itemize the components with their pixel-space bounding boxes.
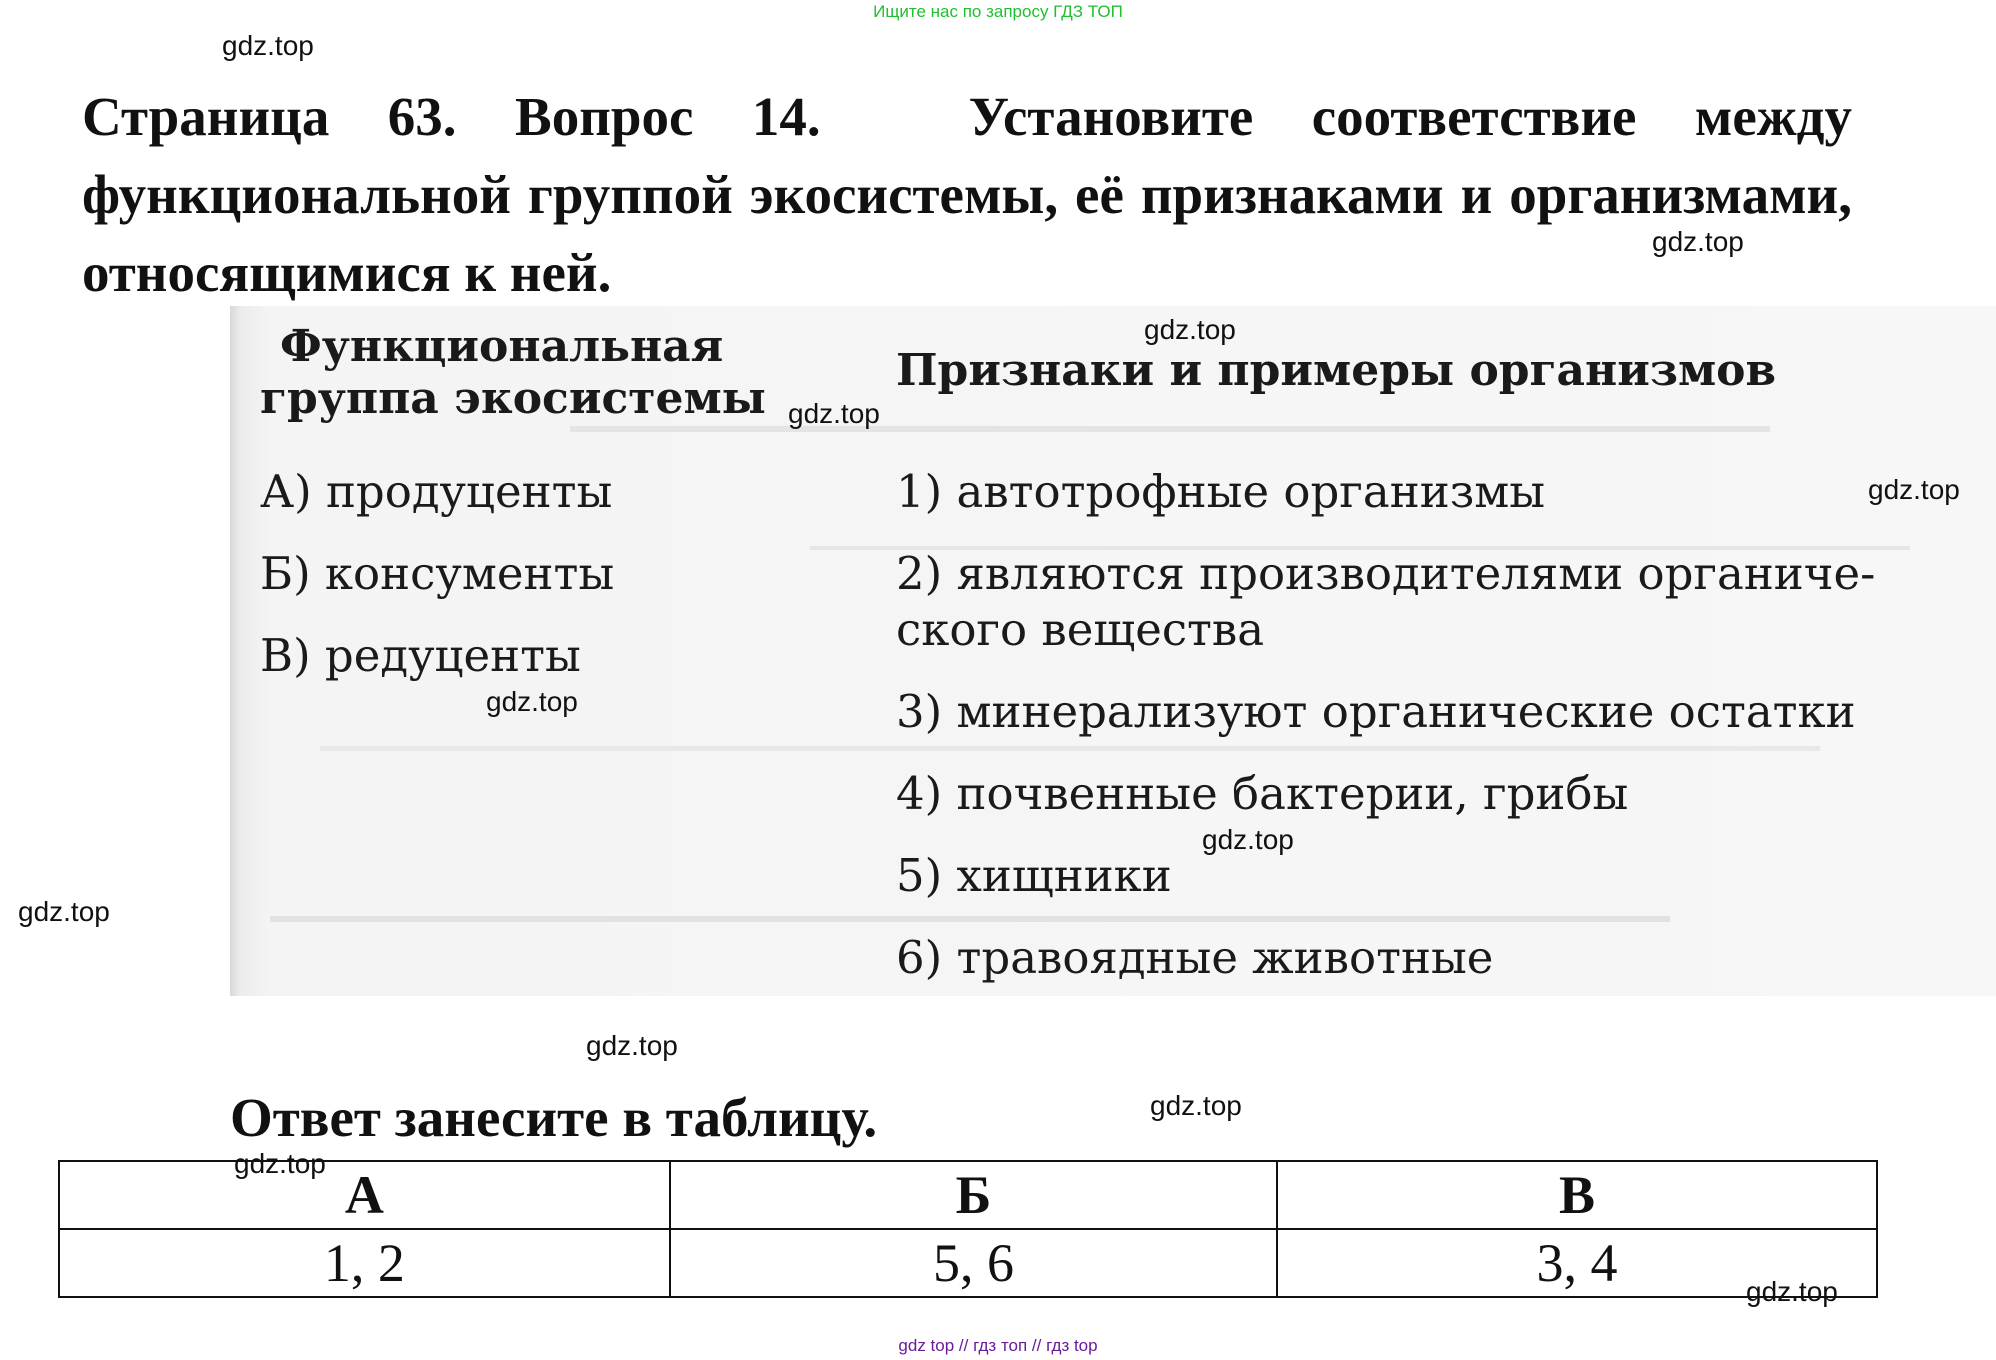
answer-table-header-row xyxy=(59,1161,1877,1229)
header-v: В xyxy=(1277,1161,1877,1229)
watermark: gdz.top xyxy=(788,398,880,429)
answer-table-value-row xyxy=(59,1229,1877,1297)
header-a: А xyxy=(59,1161,670,1229)
sign-3: 3) минерализуют органические остатки xyxy=(896,685,1856,738)
question-body: Установите соответствие между функциональной группой экосистемы, её признаками и организмами, относящимися к ней. xyxy=(82,86,1852,303)
answer-a: 1, 2 xyxy=(59,1229,670,1297)
sign-2: 2) являются производителями органиче- xyxy=(896,547,1876,600)
top-search-link[interactable]: Ищите нас по запросу ГДЗ ТОП xyxy=(873,2,1123,21)
watermark: gdz.top xyxy=(1150,1090,1242,1121)
footer-links[interactable]: gdz top // гдз топ // гдз top xyxy=(898,1336,1098,1355)
sign-4: 4) почвенные бактерии, грибы xyxy=(896,767,1629,820)
watermark: gdz.top xyxy=(486,686,578,717)
sign-1: 1) автотрофные организмы xyxy=(896,465,1546,518)
group-consumers: Б) консументы xyxy=(260,547,615,600)
watermark: gdz.top xyxy=(18,896,110,927)
sign-6: 6) травоядные животные xyxy=(896,931,1494,984)
watermark: gdz.top xyxy=(1202,824,1294,855)
group-decomposers: В) редуценты xyxy=(260,629,581,682)
right-header: Признаки и примеры организмов xyxy=(896,345,1777,396)
left-header-line1: Функциональная xyxy=(280,321,724,372)
answer-instruction: Ответ занесите в таблицу. xyxy=(230,1087,878,1148)
sign-5: 5) хищники xyxy=(896,849,1172,902)
group-producers: А) продуценты xyxy=(260,465,613,518)
watermark: gdz.top xyxy=(1868,474,1960,505)
question-text xyxy=(82,78,1852,312)
left-header-line2: группа экосистемы xyxy=(260,373,766,424)
question-prefix: Страница 63. Вопрос 14. xyxy=(82,86,821,147)
watermark: gdz.top xyxy=(1144,314,1236,345)
answer-v: 3, 4 xyxy=(1277,1229,1877,1297)
answer-table xyxy=(58,1160,1878,1298)
sign-2-cont: ского вещества xyxy=(896,603,1265,656)
watermark: gdz.top xyxy=(222,30,314,61)
header-b: Б xyxy=(670,1161,1277,1229)
watermark: gdz.top xyxy=(234,1148,326,1179)
watermark: gdz.top xyxy=(1746,1276,1838,1307)
textbook-scan xyxy=(230,306,1996,996)
watermark: gdz.top xyxy=(1652,226,1744,257)
watermark: gdz.top xyxy=(586,1030,678,1061)
answer-b: 5, 6 xyxy=(670,1229,1277,1297)
